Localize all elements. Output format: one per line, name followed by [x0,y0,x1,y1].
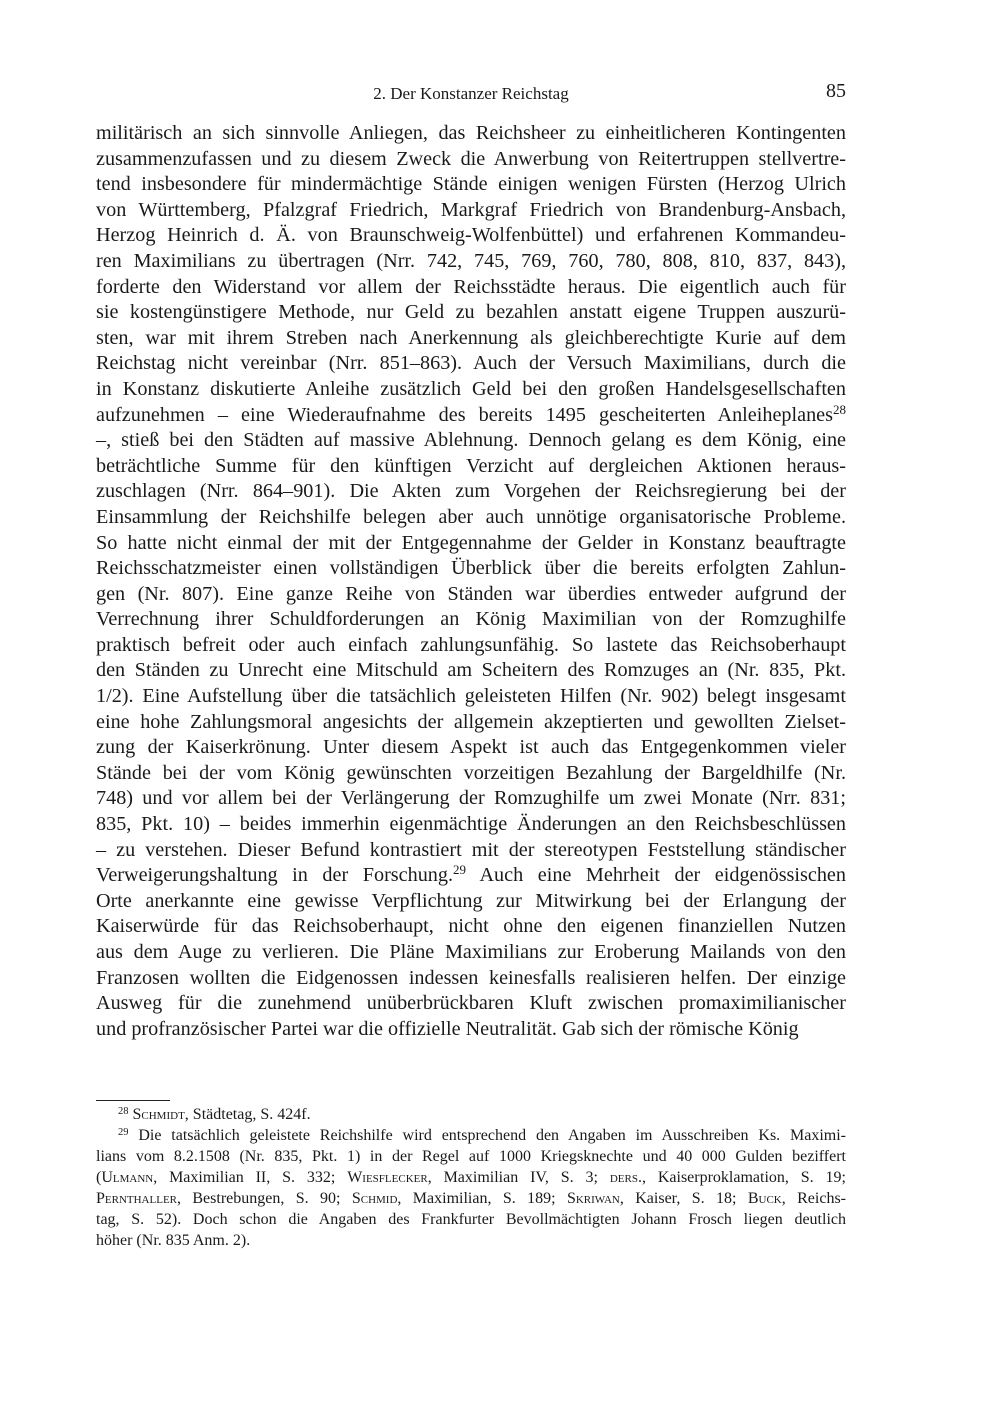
author-name: Buck [747,1190,782,1207]
page-number: 85 [826,80,846,102]
author-name: Pernthaller [96,1190,177,1207]
text-line: 748) und vor allem bei der Verlängerung der Romzughilfe um zwei Monate (Nrr. 831; [96,787,846,810]
author-name: Schmidt [132,1106,185,1123]
text-line: forderte den Widerstand vor allem der Reichsstädte heraus. Die eigentlich auch für [96,275,846,298]
text-line: Verrechnung ihrer Schuldforderungen an König Maximilian von der Romzughilfe [96,608,846,631]
text-line: zusammenzufassen und zu diesem Zweck die Anwerbung von Reitertruppen stellvertre- [96,147,846,170]
running-head [96,82,846,106]
text-line: – zu verstehen. Dieser Befund kontrastiert mit der stereotypen Feststellung ständischer [96,838,846,861]
footnote-29-line [96,1125,846,1146]
text-line: Stände bei der vom König gewünschten vorzeitigen Bezahlung der Bargeldhilfe (Nr. [96,761,846,784]
footnote-text: , Kaiserproklamation, S. 19; [641,1169,846,1186]
footnote-ref-29[interactable]: 29 [453,862,467,878]
footnote-29-line: tag, S. 52). Doch schon die Angaben des Frankfurter Bevollmächtigten Johann Frosch liegen deutlich [96,1211,846,1228]
text-line: gen (Nr. 807). Eine ganze Reihe von Ständen war überdies entweder aufgrund der [96,582,846,605]
text-line: Franzosen wollten die Eidgenossen indessen keinesfalls realisieren helfen. Der einzige [96,966,846,989]
footnotes [96,1104,846,1251]
text-line: 1/2). Eine Aufstellung über die tatsächlich geleisteten Hilfen (Nr. 902) belegt insgesamt [96,685,846,708]
footnote-29-line: höher (Nr. 835 Anm. 2). [96,1232,251,1249]
text-line [96,863,846,889]
text-line [96,403,846,429]
footnote-number: 29 [118,1127,129,1138]
text-line: den Ständen zu Unrecht eine Mitschuld am Scheitern des Romzuges an (Nr. 835, Pkt. [96,659,846,682]
text-line: Kaiserwürde für das Reichsoberhaupt, nicht ohne den eigenen finanziellen Nutzen [96,915,846,938]
footnote-text: , Maximilian II, S. 332; [153,1169,348,1186]
text-line: zung der Kaiserkrönung. Unter diesem Aspekt ist auch das Entgegenkommen vieler [96,736,846,759]
footnote-text: ( [96,1169,102,1186]
text-line: zuschlagen (Nrr. 864–901). Die Akten zum Vorgehen der Reichsregierung bei der [96,480,846,503]
footnote-text: , Kaiser, S. 18; [619,1190,748,1207]
footnote-text: , Reichs- [781,1190,847,1207]
text-line: –, stieß bei den Städten auf massive Ablehnung. Dennoch gelang es dem König, eine [96,429,846,452]
footnote-text: , Maximilian, S. 189; [397,1190,567,1207]
text-segment: Auch eine Mehrheit der eidgenössischen [466,864,846,887]
footnote-28 [96,1104,846,1125]
text-line: So hatte nicht einmal der mit der Entgegennahme der Gelder in Konstanz beauftragte [96,531,846,554]
text-line: aus dem Auge zu verlieren. Die Pläne Maximilians zur Eroberung Mailands von den [96,941,846,963]
text-line: von Württemberg, Pfalzgraf Friedrich, Markgraf Friedrich von Brandenburg-Ansbach, [96,198,846,221]
text-line: eine hohe Zahlungsmoral angesichts der allgemein akzeptierten und gewollten Zielset- [96,710,846,733]
text-line: Reichstag nicht vereinbar (Nrr. 851–863). Auch der Versuch Maximilians, durch die [96,352,846,375]
text-line: Ausweg für die zunehmend unüberbrückbaren Kluft zwischen promaximilianischer [96,992,846,1015]
text-segment: Verweigerungshaltung in der Forschung. [96,864,454,887]
footnote-text: , Maximilian IV, S. 3; [427,1169,610,1186]
text-line: beträchtliche Summe für den künftigen Verzicht auf dergleichen Aktionen heraus- [96,454,846,477]
text-line: und profranzösischer Partei war die offizielle Neutralität. Gab sich der römische König [96,1017,799,1040]
text-line: ren Maximilians zu übertragen (Nrr. 742, 745, 769, 760, 780, 808, 810, 837, 843), [96,249,846,272]
footnote-29-line: lians vom 8.2.1508 (Nr. 835, Pkt. 1) in der Regel auf 1000 Kriegsknechte und 40 000 Gulden beziffert [96,1148,846,1165]
text-line: 835, Pkt. 10) – beides immerhin eigenmächtige Änderungen an den Reichsbeschlüssen [96,813,846,836]
text-line: in Konstanz diskutierte Anleihe zusätzlich Geld bei den großen Handelsgesellschaften [96,377,846,400]
text-line: Einsammlung der Reichshilfe belegen aber auch unnötige organisatorische Probleme. [96,505,846,528]
text-line: tend insbesondere für mindermächtige Stände einigen wenigen Fürsten (Herzog Ulrich [96,173,846,196]
author-name: Schmid [351,1190,398,1207]
text-line: militärisch an sich sinnvolle Anliegen, das Reichsheer zu einheitlicheren Kontingenten [96,122,846,144]
body-text [96,121,846,1042]
footnote-separator [96,1100,170,1101]
text-line: sten, war mit ihrem Streben nach Anerkennung als gleichberechtigte Kurie auf dem [96,326,846,349]
footnote-text: , Städtetag, S. 424f. [184,1106,311,1123]
author-name: ders. [609,1169,642,1186]
author-name: Skriwan [566,1190,620,1207]
footnote-29-line [96,1167,846,1188]
text-line: praktisch befreit oder auch einfach zahlungsunfähig. So lastete das Reichsoberhaupt [96,633,846,656]
text-line: sie kostengünstigere Methode, nur Geld zu bezahlen anstatt eigene Truppen auszurü- [96,301,846,324]
footnote-29-line [96,1188,846,1209]
text-line: Herzog Heinrich d. Ä. von Braunschweig-Wolfenbüttel) und erfahrenen Kommandeu- [96,224,846,247]
author-name: Wiesflecker [347,1169,428,1186]
author-name: Ulmann [101,1169,154,1186]
running-title: 2. Der Konstanzer Reichstag [373,84,569,103]
text-line: Reichsschatzmeister einen vollständigen Überblick über die bereits erfolgten Zahlun- [96,557,846,580]
text-segment: aufzunehmen – eine Wiederaufnahme des bereits 1495 gescheiterten Anleiheplanes [96,403,833,426]
footnote-ref-28[interactable]: 28 [833,401,846,417]
footnote-text: Die tatsächlich geleistete Reichshilfe wird entsprechend den Angaben im Ausschreiben Ks. Maximi- [138,1127,846,1144]
text-line: Orte anerkannte eine gewisse Verpflichtung zur Mitwirkung bei der Erlangung der [96,889,846,912]
footnote-text: , Bestrebungen, S. 90; [177,1190,352,1207]
footnote-number: 28 [118,1106,129,1117]
